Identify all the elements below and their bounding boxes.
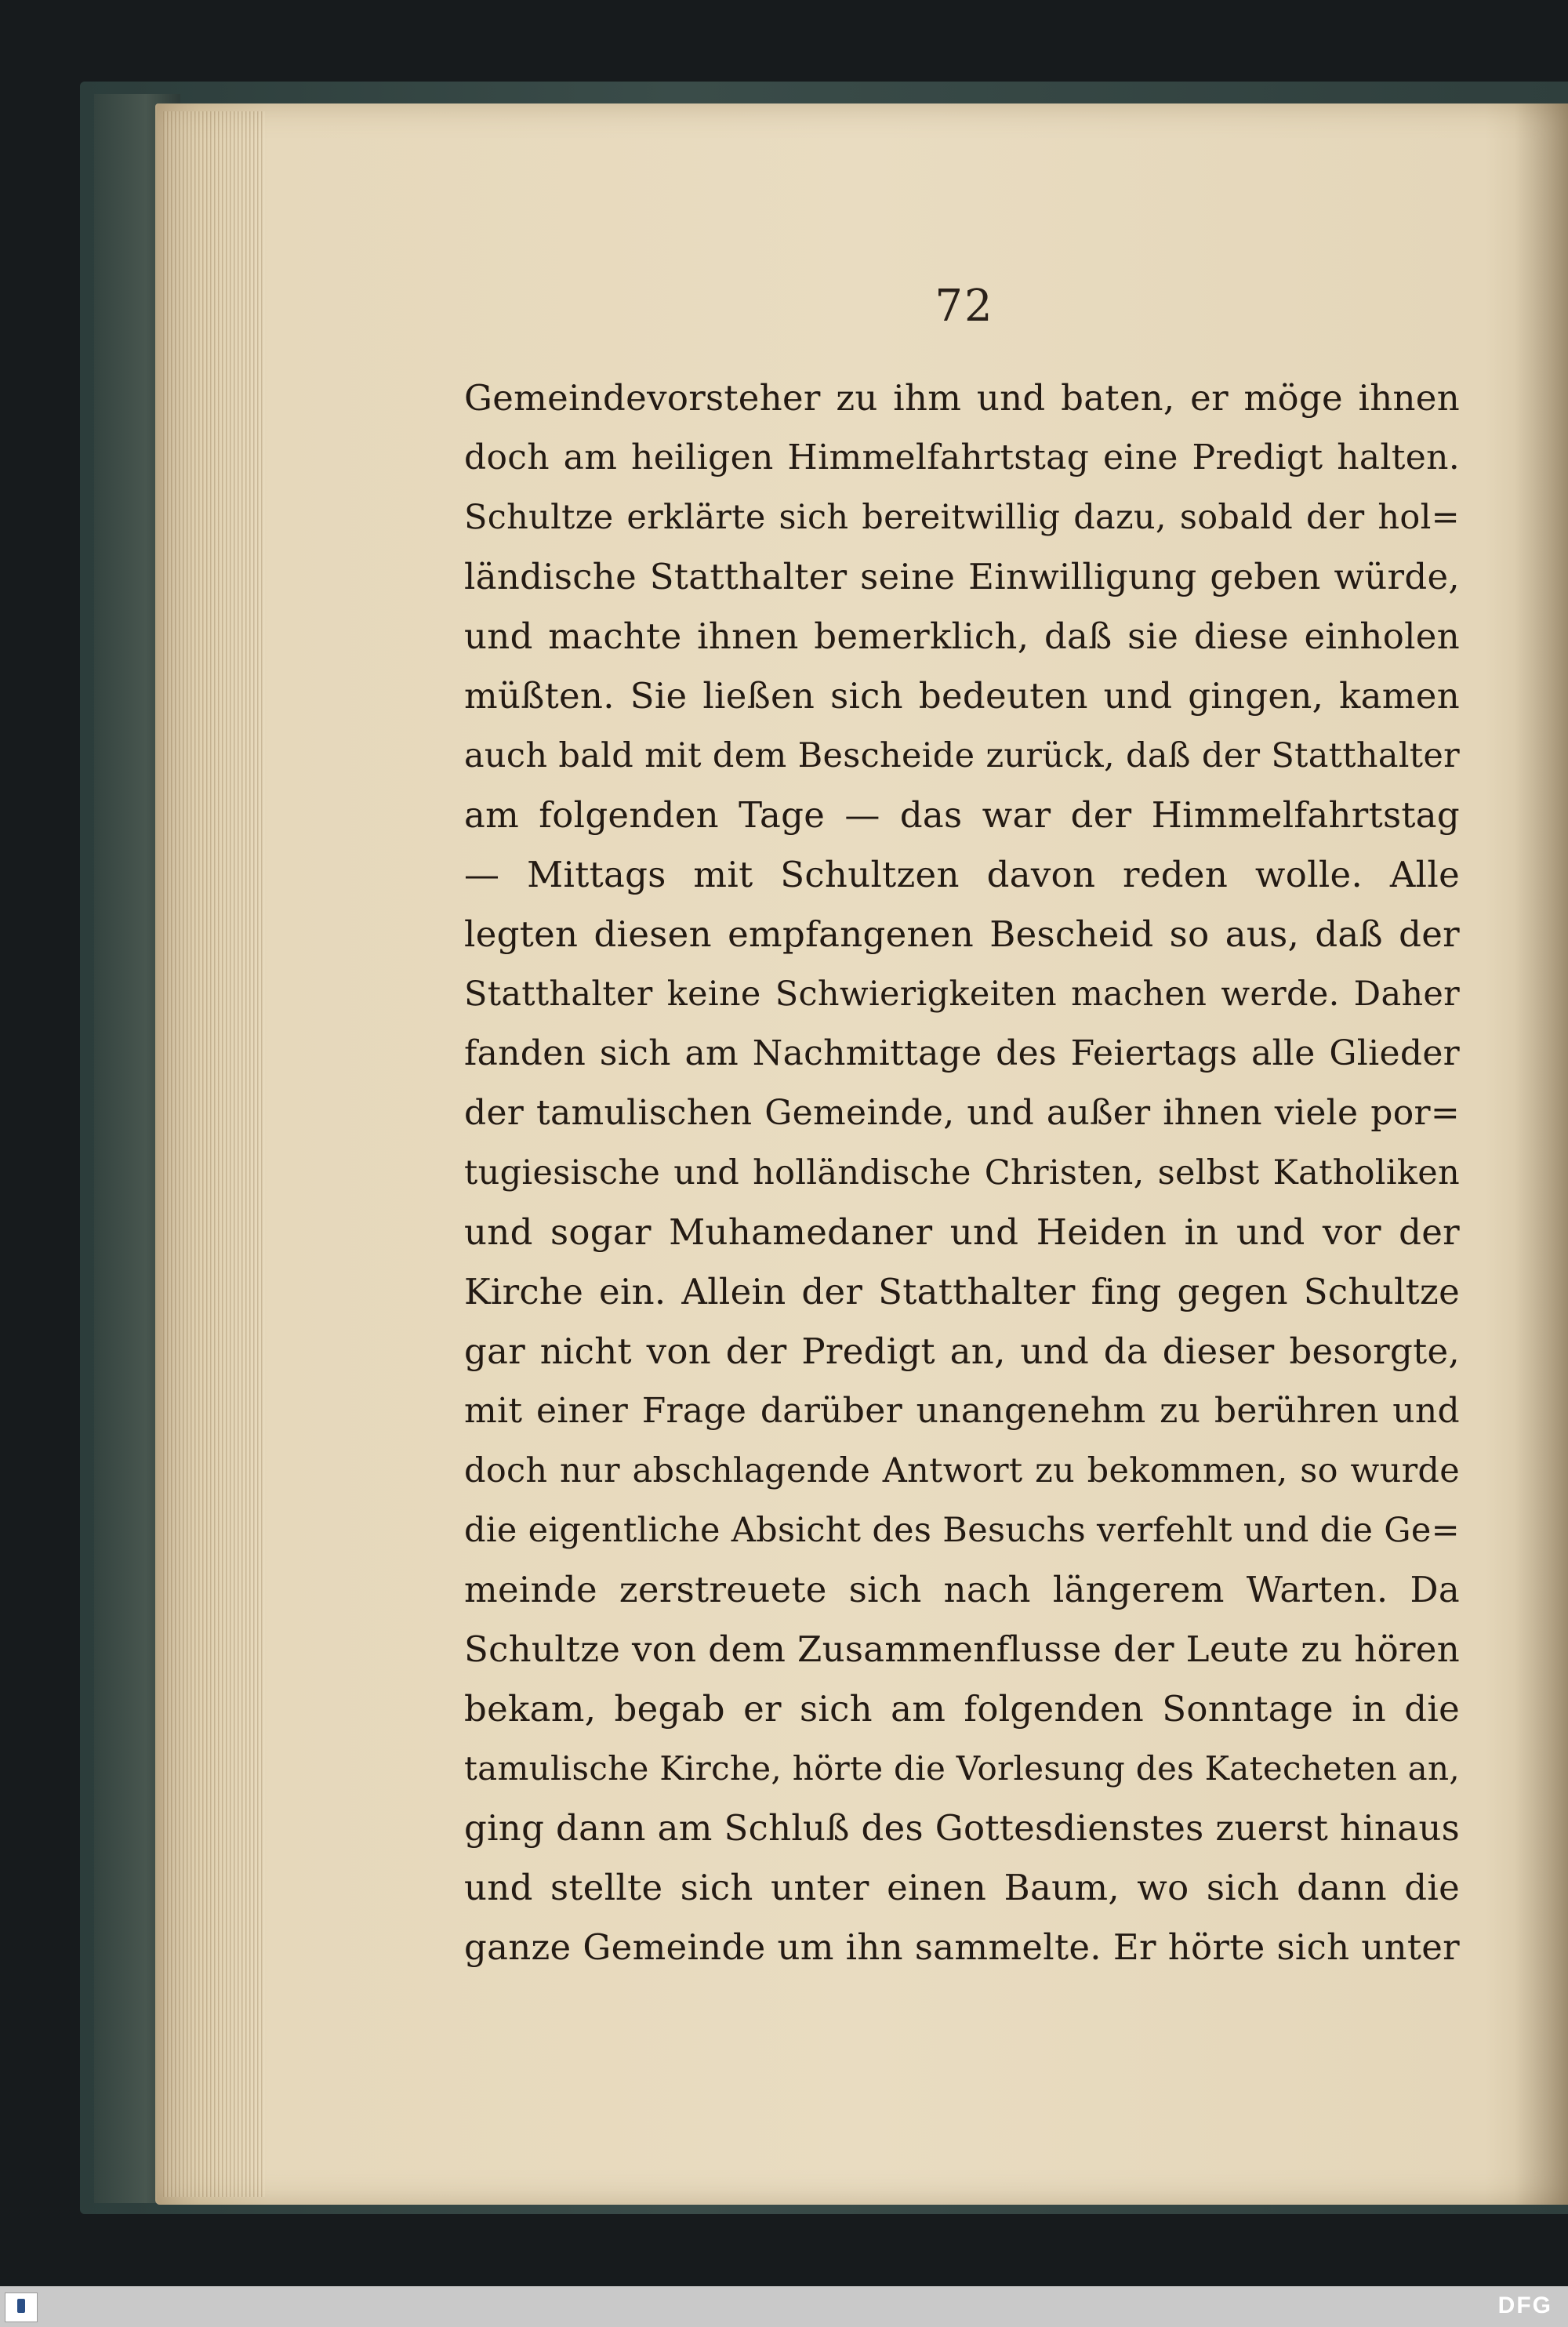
text-line: Schultze von dem Zusammenflusse der Leute zu hören [464, 1628, 1460, 1670]
text-line: ging dann am Schluß des Gottesdienstes zuerst hinaus [464, 1807, 1460, 1849]
text-line: mit einer Frage darüber unangenehm zu berühren und [464, 1391, 1460, 1431]
text-line: gar nicht von der Predigt an, und da dieser besorgte, [464, 1330, 1460, 1372]
text-line: am folgenden Tage — das war der Himmelfahrtstag [464, 794, 1460, 836]
text-line: und machte ihnen bemerklich, daß sie diese einholen [464, 615, 1460, 657]
text-line: fanden sich am Nachmittage des Feiertags alle Glieder [464, 1033, 1460, 1073]
text-line: legten diesen empfangenen Bescheid so aus, daß der [464, 913, 1460, 955]
text-line: und sogar Muhamedaner und Heiden in und vor der [464, 1211, 1460, 1253]
text-line: meinde zerstreuete sich nach längerem Warten. Da [464, 1569, 1460, 1610]
page-number: 72 [935, 281, 994, 332]
text-line: Statthalter keine Schwierigkeiten machen werde. Daher [464, 975, 1460, 1014]
dfg-logo: DFG [1497, 2293, 1552, 2318]
text-line: auch bald mit dem Bescheide zurück, daß der Statthalter [464, 736, 1460, 775]
page-text [464, 368, 1460, 1977]
text-line: der tamulischen Gemeinde, und außer ihnen viele por= [464, 1093, 1460, 1133]
text-line: doch nur abschlagende Antwort zu bekommen, so wurde [464, 1451, 1460, 1490]
text-line: tugiesische und holländische Christen, selbst Katholiken [464, 1153, 1460, 1193]
library-logo-icon [5, 2293, 38, 2322]
text-line: und stellte sich unter einen Baum, wo sich dann die [464, 1867, 1460, 1908]
text-line: Gemeindevorsteher zu ihm und baten, er möge ihnen [464, 377, 1460, 419]
text-line: — Mittags mit Schultzen davon reden wolle. Alle [464, 854, 1460, 895]
text-line: tamulische Kirche, hörte die Vorlesung des Katecheten an, [464, 1749, 1460, 1788]
viewer-footer [0, 2286, 1568, 2327]
text-line: ganze Gemeinde um ihn sammelte. Er hörte sich unter [464, 1926, 1460, 1968]
text-line: ländische Statthalter seine Einwilligung geben würde, [464, 556, 1460, 597]
text-line: die eigentliche Absicht des Besuchs verfehlt und die Ge= [464, 1511, 1460, 1550]
text-line: bekam, begab er sich am folgenden Sonntage in die [464, 1688, 1460, 1730]
text-line: Kirche ein. Allein der Statthalter fing gegen Schultze [464, 1271, 1460, 1312]
text-line: doch am heiligen Himmelfahrtstag eine Predigt halten. [464, 437, 1460, 477]
text-line: müßten. Sie ließen sich bedeuten und gingen, kamen [464, 675, 1460, 717]
text-line: Schultze erklärte sich bereitwillig dazu, sobald der hol= [464, 498, 1460, 537]
